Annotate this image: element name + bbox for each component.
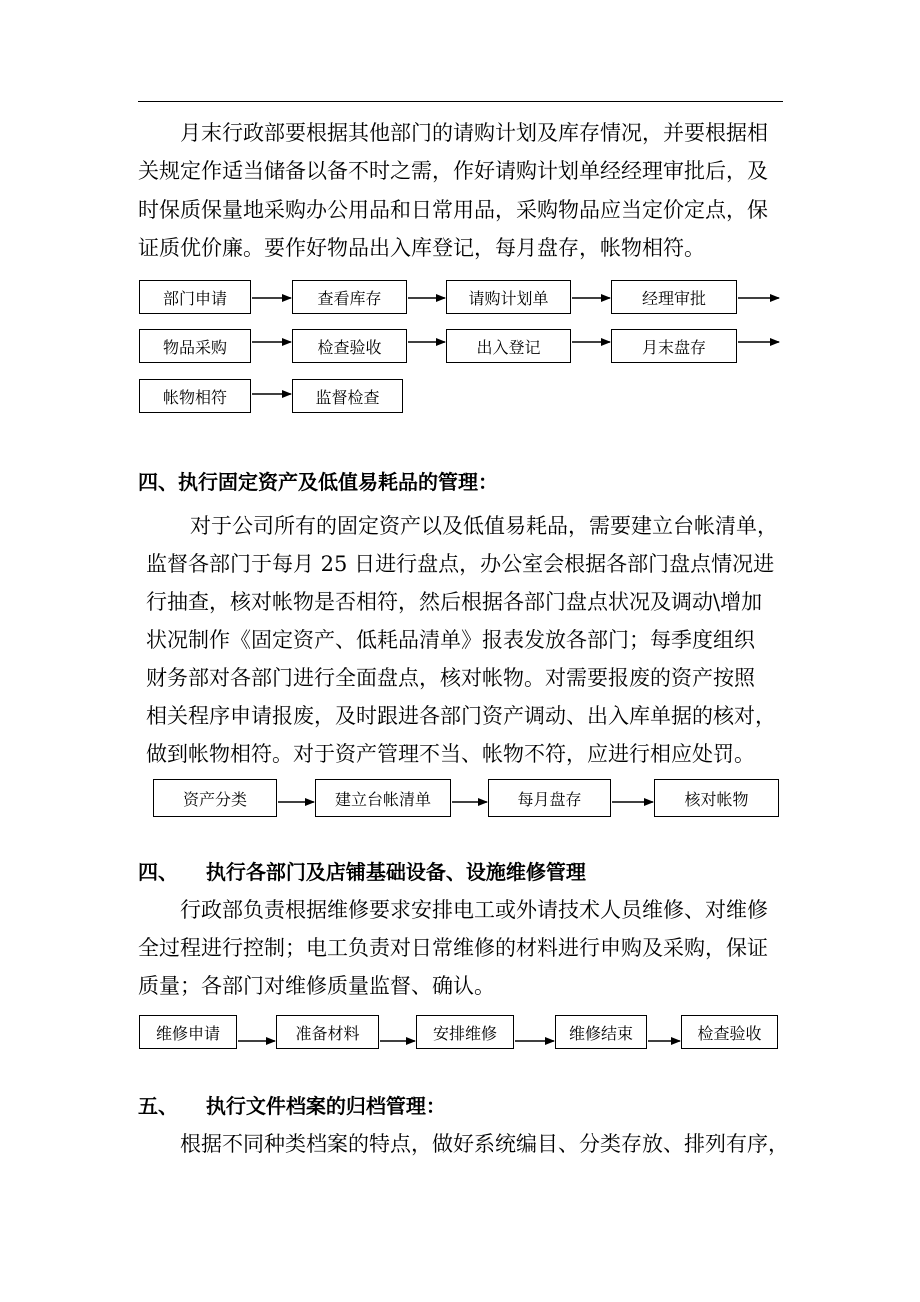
flow-step-monthly-stocktake: 每月盘存 (488, 779, 611, 817)
archive-line-1: 根据不同种类档案的特点，做好系统编目、分类存放、排列有序， (180, 1132, 789, 1156)
flow-step-goods-purchase: 物品采购 (139, 329, 251, 363)
flow-step-supervision: 监督检查 (292, 379, 403, 413)
flow-step-inspection: 检查验收 (292, 329, 407, 363)
flow-step-purchase-plan: 请购计划单 (446, 280, 571, 314)
flow-step-repair-request: 维修申请 (139, 1015, 237, 1049)
flow-step-verify-accounts: 核对帐物 (654, 779, 779, 817)
fixed-assets-line-4: 状况制作《固定资产、低耗品清单》报表发放各部门；每季度组织 (146, 628, 755, 652)
flow-step-arrange-repair: 安排维修 (416, 1015, 514, 1049)
flow-step-final-inspection: 检查验收 (681, 1015, 778, 1049)
fixed-assets-line-1: 对于公司所有的固定资产以及低值易耗品，需要建立台帐清单， (190, 514, 778, 538)
maintenance-line-3: 质量；各部门对维修质量监督、确认。 (138, 974, 495, 998)
flow-step-accounts-match: 帐物相符 (139, 379, 251, 413)
intro-line-3: 时保质保量地采购办公用品和日常用品，采购物品应当定价定点，保 (138, 198, 768, 222)
maintenance-line-2: 全过程进行控制；电工负责对日常维修的材料进行申购及采购，保证 (138, 936, 768, 960)
intro-line-2: 关规定作适当储备以备不时之需，作好请购计划单经经理审批后，及 (138, 159, 768, 183)
flow-step-manager-approval: 经理审批 (611, 280, 737, 314)
fixed-assets-line-7: 做到帐物相符。对于资产管理不当、帐物不符，应进行相应处罚。 (146, 742, 755, 766)
section-maintenance-heading: 四、 执行各部门及店铺基础设备、设施维修管理 (138, 860, 586, 884)
section-archive-heading: 五、 执行文件档案的归档管理： (138, 1094, 446, 1118)
flow-step-month-end-stocktake: 月末盘存 (611, 329, 737, 363)
flow-step-prepare-materials: 准备材料 (276, 1015, 379, 1049)
fixed-assets-line-6: 相关程序申请报废，及时跟进各部门资产调动、出入库单据的核对， (146, 704, 776, 728)
flow-step-department-request: 部门申请 (139, 280, 251, 314)
flow-step-repair-complete: 维修结束 (555, 1015, 647, 1049)
flow-step-check-inventory: 查看库存 (292, 280, 407, 314)
maintenance-line-1: 行政部负责根据维修要求安排电工或外请技术人员维修、对维修 (180, 898, 768, 922)
fixed-assets-line-3: 行抽查，核对帐物是否相符，然后根据各部门盘点状况及调动\增加 (146, 590, 763, 614)
intro-line-1: 月末行政部要根据其他部门的请购计划及库存情况，并要根据相 (180, 121, 768, 145)
fixed-assets-line-5: 财务部对各部门进行全面盘点，核对帐物。对需要报废的资产按照 (146, 666, 755, 690)
intro-line-4: 证质优价廉。要作好物品出入库登记，每月盘存，帐物相符。 (138, 236, 705, 260)
fixed-assets-line-2: 监督各部门于每月 25 日进行盘点，办公室会根据各部门盘点情况进 (146, 552, 775, 576)
flow-step-create-ledger: 建立台帐清单 (315, 779, 451, 817)
section-fixed-assets-heading: 四、执行固定资产及低值易耗品的管理： (138, 470, 498, 494)
flow-step-in-out-registration: 出入登记 (446, 329, 571, 363)
flow-step-asset-classification: 资产分类 (153, 779, 277, 817)
